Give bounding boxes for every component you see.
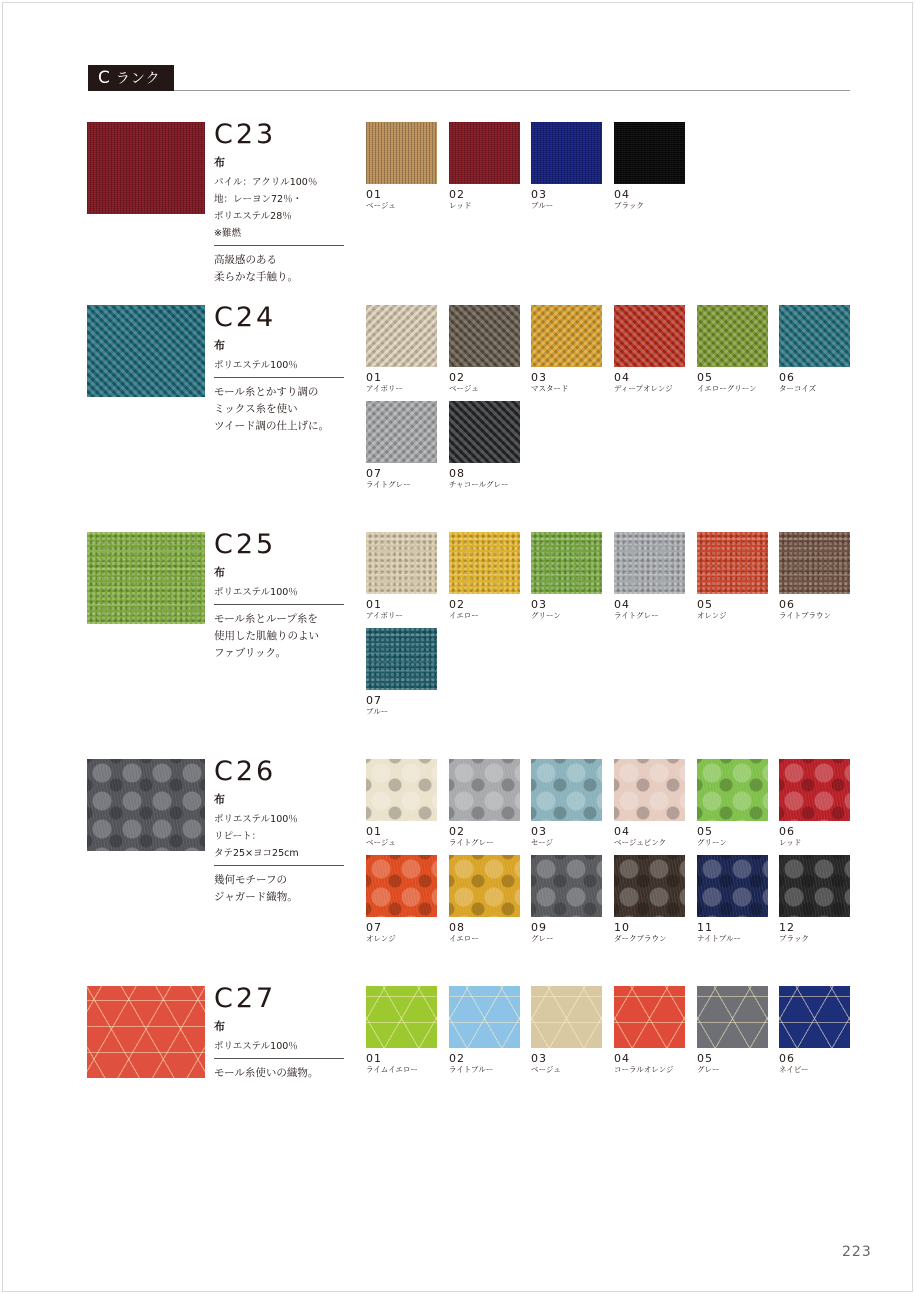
swatch-color-name: ネイビー xyxy=(779,1065,809,1074)
spec-divider xyxy=(214,865,344,866)
description xyxy=(214,384,354,435)
description-line: ファブリック。 xyxy=(214,647,287,659)
color-swatch-12 xyxy=(779,855,850,944)
swatch-number: 07 xyxy=(366,694,382,707)
spec-list xyxy=(214,174,354,242)
swatch-chip xyxy=(366,986,437,1048)
color-swatch-06 xyxy=(779,532,850,621)
color-swatch-08 xyxy=(449,401,520,490)
main-fabric-swatch xyxy=(87,532,205,624)
rank-divider xyxy=(174,90,850,91)
swatch-chip xyxy=(366,122,437,184)
spec-line: タテ25×ヨコ25cm xyxy=(214,848,299,859)
product-type: 布 xyxy=(214,156,225,169)
swatch-number: 03 xyxy=(531,825,547,838)
swatch-chip xyxy=(531,855,602,917)
description xyxy=(214,252,354,286)
swatch-color-name: グリーン xyxy=(531,611,561,620)
color-swatch-02 xyxy=(449,305,520,394)
color-swatch-05 xyxy=(697,986,768,1075)
swatch-chip xyxy=(449,532,520,594)
rank-tag xyxy=(88,65,174,91)
rank-letter: C xyxy=(98,68,111,88)
spec-line: ポリエステル28％ xyxy=(214,211,292,222)
swatch-color-name: レッド xyxy=(779,838,802,847)
swatch-chip xyxy=(449,305,520,367)
swatch-color-name: ターコイズ xyxy=(779,384,817,393)
swatch-number: 04 xyxy=(614,371,630,384)
swatch-color-name: レッド xyxy=(449,201,472,210)
product-type: 布 xyxy=(214,1020,225,1033)
color-swatch-04 xyxy=(614,986,685,1075)
swatch-color-name: ベージュ xyxy=(531,1065,561,1074)
color-swatch-04 xyxy=(614,532,685,621)
spec-list xyxy=(214,811,354,862)
swatch-number: 02 xyxy=(449,188,465,201)
swatch-number: 02 xyxy=(449,1052,465,1065)
swatch-color-name: ブルー xyxy=(366,707,389,716)
spec-divider xyxy=(214,377,344,378)
product-code: C27 xyxy=(214,983,277,1014)
color-swatch-02 xyxy=(449,532,520,621)
spec-list xyxy=(214,1038,354,1055)
description xyxy=(214,1065,354,1082)
swatch-color-name: ベージュ xyxy=(449,384,479,393)
swatch-color-name: マスタード xyxy=(531,384,569,393)
product-code: C25 xyxy=(214,529,277,560)
swatch-number: 01 xyxy=(366,188,382,201)
swatch-number: 04 xyxy=(614,825,630,838)
color-swatch-11 xyxy=(697,855,768,944)
color-swatch-09 xyxy=(531,855,602,944)
color-swatch-02 xyxy=(449,122,520,211)
color-swatch-02 xyxy=(449,759,520,848)
main-fabric-swatch xyxy=(87,759,205,851)
swatch-chip xyxy=(366,628,437,690)
swatch-chip xyxy=(449,759,520,821)
color-swatch-03 xyxy=(531,759,602,848)
product-code: C26 xyxy=(214,756,277,787)
swatch-chip xyxy=(531,122,602,184)
swatch-chip xyxy=(697,532,768,594)
swatch-chip xyxy=(614,532,685,594)
swatch-number: 03 xyxy=(531,598,547,611)
swatch-number: 02 xyxy=(449,825,465,838)
color-swatch-03 xyxy=(531,986,602,1075)
swatch-color-name: ライトブラウン xyxy=(779,611,832,620)
main-fabric-swatch xyxy=(87,305,205,397)
description-line: 幾何モチーフの xyxy=(214,874,287,886)
swatch-color-name: ブルー xyxy=(531,201,554,210)
swatch-chip xyxy=(614,122,685,184)
color-swatch-07 xyxy=(366,401,437,490)
main-fabric-swatch xyxy=(87,122,205,214)
swatch-color-name: ベージュピンク xyxy=(614,838,667,847)
spec-line: リピート： xyxy=(214,831,262,842)
swatch-number: 05 xyxy=(697,1052,713,1065)
color-swatch-01 xyxy=(366,532,437,621)
swatch-chip xyxy=(614,305,685,367)
swatch-number: 06 xyxy=(779,1052,795,1065)
swatch-chip xyxy=(366,855,437,917)
swatch-number: 03 xyxy=(531,1052,547,1065)
swatch-color-name: イエローグリーン xyxy=(697,384,757,393)
product-type: 布 xyxy=(214,566,225,579)
swatch-number: 09 xyxy=(531,921,547,934)
swatch-chip xyxy=(531,305,602,367)
color-swatch-06 xyxy=(779,986,850,1075)
color-swatch-01 xyxy=(366,305,437,394)
description xyxy=(214,872,354,906)
swatch-chip xyxy=(697,986,768,1048)
swatch-number: 08 xyxy=(449,921,465,934)
swatch-color-name: ライムイエロー xyxy=(366,1065,418,1074)
color-swatch-07 xyxy=(366,628,437,717)
swatch-chip xyxy=(779,532,850,594)
swatch-number: 06 xyxy=(779,371,795,384)
color-swatch-05 xyxy=(697,305,768,394)
swatch-color-name: ライトブルー xyxy=(449,1065,494,1074)
swatch-chip xyxy=(531,986,602,1048)
swatch-chip xyxy=(366,532,437,594)
color-swatch-06 xyxy=(779,759,850,848)
color-swatch-05 xyxy=(697,759,768,848)
spec-line: ポリエステル100％ xyxy=(214,587,298,598)
swatch-number: 01 xyxy=(366,825,382,838)
swatch-color-name: ディープオレンジ xyxy=(614,384,673,393)
swatch-number: 08 xyxy=(449,467,465,480)
swatch-chip xyxy=(449,855,520,917)
rank-label: ランク xyxy=(115,71,161,87)
spec-divider xyxy=(214,1058,344,1059)
color-swatch-01 xyxy=(366,122,437,211)
swatch-chip xyxy=(449,986,520,1048)
swatch-color-name: チャコールグレー xyxy=(449,480,509,489)
swatch-number: 04 xyxy=(614,598,630,611)
swatch-color-name: ベージュ xyxy=(366,838,396,847)
swatch-number: 05 xyxy=(697,598,713,611)
swatch-number: 01 xyxy=(366,1052,382,1065)
swatch-chip xyxy=(779,986,850,1048)
swatch-chip xyxy=(614,855,685,917)
swatch-number: 06 xyxy=(779,598,795,611)
swatch-number: 02 xyxy=(449,598,465,611)
swatch-number: 01 xyxy=(366,371,382,384)
color-swatch-04 xyxy=(614,305,685,394)
swatch-color-name: オレンジ xyxy=(366,934,396,943)
swatch-chip xyxy=(449,401,520,463)
swatch-chip xyxy=(779,759,850,821)
color-swatch-04 xyxy=(614,122,685,211)
description-line: ミックス糸を使い xyxy=(214,403,298,415)
swatch-color-name: セージ xyxy=(531,838,554,847)
swatch-number: 01 xyxy=(366,598,382,611)
swatch-chip xyxy=(697,759,768,821)
color-swatch-03 xyxy=(531,122,602,211)
swatch-chip xyxy=(366,401,437,463)
spec-line: 地：レーヨン72％・ xyxy=(214,194,303,205)
swatch-number: 03 xyxy=(531,188,547,201)
spec-list xyxy=(214,584,354,601)
swatch-chip xyxy=(779,305,850,367)
swatch-chip xyxy=(614,759,685,821)
swatch-color-name: アイボリー xyxy=(366,384,403,393)
spec-line: ※難燃 xyxy=(214,228,241,239)
description-line: 使用した肌触りのよい xyxy=(214,630,319,642)
page-number: 223 xyxy=(842,1244,872,1260)
swatch-number: 03 xyxy=(531,371,547,384)
description-line: モール糸とかすり調の xyxy=(214,386,319,398)
spec-line: ポリエステル100％ xyxy=(214,814,298,825)
swatch-number: 12 xyxy=(779,921,795,934)
swatch-number: 07 xyxy=(366,467,382,480)
swatch-color-name: ダークブラウン xyxy=(614,934,667,943)
main-fabric-swatch xyxy=(87,986,205,1078)
color-swatch-05 xyxy=(697,532,768,621)
swatch-number: 10 xyxy=(614,921,630,934)
spec-line: パイル：アクリル100％ xyxy=(214,177,318,188)
swatch-chip xyxy=(697,855,768,917)
swatch-color-name: オレンジ xyxy=(697,611,727,620)
spec-divider xyxy=(214,604,344,605)
description xyxy=(214,611,354,662)
spec-divider xyxy=(214,245,344,246)
swatch-color-name: ライトグレー xyxy=(366,480,411,489)
color-swatch-01 xyxy=(366,986,437,1075)
product-code: C23 xyxy=(214,119,277,150)
description-line: モール糸使いの織物。 xyxy=(214,1067,319,1079)
color-swatch-06 xyxy=(779,305,850,394)
swatch-number: 06 xyxy=(779,825,795,838)
spec-line: ポリエステル100％ xyxy=(214,1041,298,1052)
swatch-color-name: ブラック xyxy=(614,201,644,210)
swatch-chip xyxy=(531,532,602,594)
swatch-color-name: ライトグレー xyxy=(614,611,659,620)
spec-list xyxy=(214,357,354,374)
product-type: 布 xyxy=(214,339,225,352)
color-swatch-08 xyxy=(449,855,520,944)
swatch-chip xyxy=(366,305,437,367)
swatch-color-name: ナイトブルー xyxy=(697,934,741,943)
description-line: モール糸とループ糸を xyxy=(214,613,318,625)
swatch-chip xyxy=(531,759,602,821)
description-line: 柔らかな手触り。 xyxy=(214,271,298,283)
swatch-color-name: アイボリー xyxy=(366,611,403,620)
description-line: ジャガード織物。 xyxy=(214,891,298,903)
swatch-color-name: グリーン xyxy=(697,838,727,847)
color-swatch-02 xyxy=(449,986,520,1075)
color-swatch-01 xyxy=(366,759,437,848)
swatch-number: 11 xyxy=(697,921,713,934)
swatch-number: 04 xyxy=(614,188,630,201)
swatch-number: 02 xyxy=(449,371,465,384)
swatch-color-name: イエロー xyxy=(449,934,479,943)
description-line: 高級感のある xyxy=(214,254,277,266)
swatch-chip xyxy=(614,986,685,1048)
swatch-color-name: ライトグレー xyxy=(449,838,494,847)
color-swatch-10 xyxy=(614,855,685,944)
swatch-color-name: コーラルオレンジ xyxy=(614,1065,674,1074)
swatch-number: 05 xyxy=(697,825,713,838)
color-swatch-04 xyxy=(614,759,685,848)
swatch-color-name: グレー xyxy=(697,1065,720,1074)
color-swatch-03 xyxy=(531,532,602,621)
swatch-color-name: グレー xyxy=(531,934,554,943)
product-code: C24 xyxy=(214,302,277,333)
swatch-color-name: イエロー xyxy=(449,611,479,620)
swatch-number: 07 xyxy=(366,921,382,934)
spec-line: ポリエステル100％ xyxy=(214,360,298,371)
swatch-color-name: ベージュ xyxy=(366,201,396,210)
product-type: 布 xyxy=(214,793,225,806)
swatch-number: 05 xyxy=(697,371,713,384)
swatch-chip xyxy=(366,759,437,821)
swatch-number: 04 xyxy=(614,1052,630,1065)
color-swatch-07 xyxy=(366,855,437,944)
swatch-chip xyxy=(697,305,768,367)
swatch-chip xyxy=(779,855,850,917)
swatch-chip xyxy=(449,122,520,184)
color-swatch-03 xyxy=(531,305,602,394)
swatch-color-name: ブラック xyxy=(779,934,809,943)
description-line: ツイード調の仕上げに。 xyxy=(214,420,329,432)
